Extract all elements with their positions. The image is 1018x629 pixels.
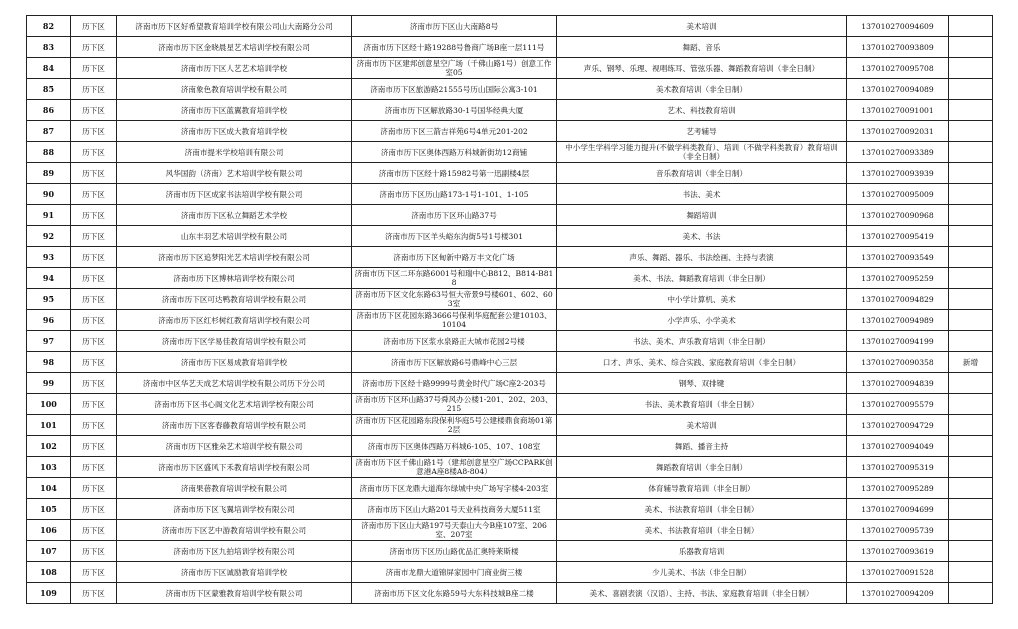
row-number: 87 [27, 121, 71, 142]
license-code-cell: 137010270095009 [847, 184, 949, 205]
registry-table-sheet [26, 15, 992, 604]
school-name-cell: 济南象色教育培训学校有限公司 [117, 79, 352, 100]
table-row [27, 499, 993, 520]
district-cell: 历下区 [71, 79, 117, 100]
license-code-cell: 137010270093619 [847, 541, 949, 562]
training-scope-cell: 音乐教育培训（非全日制） [557, 163, 847, 184]
row-number: 89 [27, 163, 71, 184]
table-row [27, 121, 993, 142]
training-scope-cell: 中小学生学科学习能力提升(不做学科类教育）、培训（不做学科类教育）教育培训（非全日制） [557, 142, 847, 163]
note-cell [949, 436, 993, 457]
table-row [27, 541, 993, 562]
license-code-cell: 137010270094729 [847, 415, 949, 436]
school-name-cell: 济南市历下区诚励教育培训学校 [117, 562, 352, 583]
address-cell: 济南市历下区山大路201号天业科技商务大厦511室 [352, 499, 557, 520]
note-cell [949, 373, 993, 394]
note-cell [949, 205, 993, 226]
district-cell: 历下区 [71, 58, 117, 79]
row-number: 90 [27, 184, 71, 205]
row-number: 105 [27, 499, 71, 520]
district-cell: 历下区 [71, 541, 117, 562]
training-scope-cell: 美术培训 [557, 415, 847, 436]
note-cell [949, 163, 993, 184]
school-registry-table [26, 15, 993, 604]
row-number: 101 [27, 415, 71, 436]
note-cell [949, 478, 993, 499]
license-code-cell: 137010270090968 [847, 205, 949, 226]
row-number: 109 [27, 583, 71, 604]
note-cell [949, 226, 993, 247]
table-row [27, 16, 993, 37]
school-name-cell: 济南市历下区书心阁文化艺术培训学校有限公司 [117, 394, 352, 415]
license-code-cell: 137010270091528 [847, 562, 949, 583]
table-row [27, 142, 993, 163]
note-cell [949, 562, 993, 583]
school-name-cell: 济南市历下区金晓晨星艺术培训学校有限公司 [117, 37, 352, 58]
address-cell: 济南市历下区环山路37号舜风办公楼1-201、202、203、215 [352, 394, 557, 415]
school-name-cell: 济南市历下区九拍培训学校有限公司 [117, 541, 352, 562]
school-name-cell: 济南市历下区学易佳教育培训学校有限公司 [117, 331, 352, 352]
license-code-cell: 137010270095708 [847, 58, 949, 79]
table-row [27, 352, 993, 373]
table-body [27, 16, 993, 604]
training-scope-cell: 书法、美术、声乐教育培训（非全日制） [557, 331, 847, 352]
note-cell [949, 100, 993, 121]
address-cell: 济南市历下区奥体西路万科城新街坊12商铺 [352, 142, 557, 163]
license-code-cell: 137010270094199 [847, 331, 949, 352]
training-scope-cell: 舞蹈、播音主持 [557, 436, 847, 457]
table-row [27, 100, 993, 121]
district-cell: 历下区 [71, 184, 117, 205]
address-cell: 济南市历下区解放路6号鼎峰中心三层 [352, 352, 557, 373]
district-cell: 历下区 [71, 562, 117, 583]
license-code-cell: 137010270093549 [847, 247, 949, 268]
school-name-cell: 济南市历下区好希望教育培训学校有限公司山大南路分公司 [117, 16, 352, 37]
school-name-cell: 济南市历下区雅朵艺术培训学校有限公司 [117, 436, 352, 457]
table-row [27, 226, 993, 247]
district-cell: 历下区 [71, 415, 117, 436]
table-row [27, 184, 993, 205]
note-cell: 新增 [949, 352, 993, 373]
district-cell: 历下区 [71, 394, 117, 415]
school-name-cell: 济南市历下区蒙雅教育培训学校有限公司 [117, 583, 352, 604]
license-code-cell: 137010270094839 [847, 373, 949, 394]
training-scope-cell: 美术、书法、舞蹈教育培训（非全日制） [557, 268, 847, 289]
training-scope-cell: 美术、书法教育培训（非全日制） [557, 520, 847, 541]
license-code-cell: 137010270095579 [847, 394, 949, 415]
address-cell: 济南市历下区建邦创意星空广场（千佛山路1号）创意工作室05 [352, 58, 557, 79]
school-name-cell: 济南市历下区易成教育培训学校 [117, 352, 352, 373]
address-cell: 济南市历下区经十路15982号第一迅副楼4层 [352, 163, 557, 184]
row-number: 99 [27, 373, 71, 394]
training-scope-cell: 舞蹈、音乐 [557, 37, 847, 58]
row-number: 100 [27, 394, 71, 415]
school-name-cell: 济南市中区华艺天成艺术培训学校有限公司历下分公司 [117, 373, 352, 394]
note-cell [949, 457, 993, 478]
license-code-cell: 137010270091001 [847, 100, 949, 121]
school-name-cell: 济南市历下区成家书法培训学校有限公司 [117, 184, 352, 205]
row-number: 95 [27, 289, 71, 310]
note-cell [949, 499, 993, 520]
school-name-cell: 济南市历下区红杉树红教育培训学校有限公司 [117, 310, 352, 331]
note-cell [949, 310, 993, 331]
table-row [27, 562, 993, 583]
training-scope-cell: 中小学计算机、美术 [557, 289, 847, 310]
table-row [27, 58, 993, 79]
district-cell: 历下区 [71, 121, 117, 142]
training-scope-cell: 美术、书法 [557, 226, 847, 247]
address-cell: 济南市历下区山大路197号天泰山大今B座107室、206室、207室 [352, 520, 557, 541]
table-row [27, 457, 993, 478]
training-scope-cell: 艺术、科技教育培训 [557, 100, 847, 121]
note-cell [949, 16, 993, 37]
training-scope-cell: 钢琴、双排键 [557, 373, 847, 394]
note-cell [949, 184, 993, 205]
district-cell: 历下区 [71, 163, 117, 184]
note-cell [949, 79, 993, 100]
note-cell [949, 58, 993, 79]
note-cell [949, 415, 993, 436]
license-code-cell: 137010270094829 [847, 289, 949, 310]
note-cell [949, 37, 993, 58]
license-code-cell: 137010270093809 [847, 37, 949, 58]
training-scope-cell: 声乐、钢琴、乐理、视唱练耳、管弦乐器、舞蹈教育培训（非全日制） [557, 58, 847, 79]
address-cell: 济南市历下区旅游路21555号历山国际公寓3-101 [352, 79, 557, 100]
license-code-cell: 137010270092031 [847, 121, 949, 142]
row-number: 86 [27, 100, 71, 121]
district-cell: 历下区 [71, 583, 117, 604]
row-number: 96 [27, 310, 71, 331]
address-cell: 济南市历下区二环东路6001号和瑞中心B812、B814-B818 [352, 268, 557, 289]
note-cell [949, 583, 993, 604]
note-cell [949, 142, 993, 163]
training-scope-cell: 书法、美术 [557, 184, 847, 205]
note-cell [949, 121, 993, 142]
training-scope-cell: 艺考辅导 [557, 121, 847, 142]
row-number: 83 [27, 37, 71, 58]
note-cell [949, 247, 993, 268]
note-cell [949, 394, 993, 415]
school-name-cell: 风华国韵（济南）艺术培训学校有限公司 [117, 163, 352, 184]
school-name-cell: 山东丰羽艺术培训学校有限公司 [117, 226, 352, 247]
license-code-cell: 137010270095739 [847, 520, 949, 541]
training-scope-cell: 舞蹈培训 [557, 205, 847, 226]
district-cell: 历下区 [71, 478, 117, 499]
table-row [27, 583, 993, 604]
training-scope-cell: 体育辅导教育培训（非全日制） [557, 478, 847, 499]
training-scope-cell: 美术、书法教育培训（非全日制） [557, 499, 847, 520]
row-number: 91 [27, 205, 71, 226]
table-row [27, 163, 993, 184]
school-name-cell: 济南市历下区博林培训学校有限公司 [117, 268, 352, 289]
address-cell: 济南市历下区三箭吉祥苑6号4单元201-202 [352, 121, 557, 142]
district-cell: 历下区 [71, 268, 117, 289]
address-cell: 济南市历下区奥体西路万科城6-105、107、108室 [352, 436, 557, 457]
table-row [27, 37, 993, 58]
row-number: 98 [27, 352, 71, 373]
table-row [27, 289, 993, 310]
license-code-cell: 137010270093389 [847, 142, 949, 163]
table-row [27, 373, 993, 394]
address-cell: 济南市历下区浆水泉路正大城市花园2号楼 [352, 331, 557, 352]
school-name-cell: 济南市历下区蓝翼教育培训学校 [117, 100, 352, 121]
training-scope-cell: 口才、声乐、美术、综合实践、家庭教育培训（非全日制） [557, 352, 847, 373]
license-code-cell: 137010270094209 [847, 583, 949, 604]
note-cell [949, 520, 993, 541]
address-cell: 济南市历下区文化东路59号大东科技城B座二楼 [352, 583, 557, 604]
note-cell [949, 541, 993, 562]
note-cell [949, 331, 993, 352]
license-code-cell: 137010270095319 [847, 457, 949, 478]
address-cell: 济南市历下区文化东路63号恒大帝景9号楼601、602、603室 [352, 289, 557, 310]
address-cell: 济南市历下区经十路9999号黄金时代广场C座2-203号 [352, 373, 557, 394]
district-cell: 历下区 [71, 331, 117, 352]
table-row [27, 310, 993, 331]
address-cell: 济南市历下区经十路19288号鲁商广场B座一层111号 [352, 37, 557, 58]
table-row [27, 79, 993, 100]
address-cell: 济南市历下区甸新中路万丰文化广场 [352, 247, 557, 268]
training-scope-cell: 小学声乐、小学美术 [557, 310, 847, 331]
address-cell: 济南市龙鼎大道锦屏家园中门商业街三楼 [352, 562, 557, 583]
school-name-cell: 济南市历下区盛风下禾教育培训学校有限公司 [117, 457, 352, 478]
address-cell: 济南市历下区历山路173-1号1-101、1-105 [352, 184, 557, 205]
training-scope-cell: 美术教育培训（非全日制） [557, 79, 847, 100]
district-cell: 历下区 [71, 142, 117, 163]
license-code-cell: 137010270095289 [847, 478, 949, 499]
table-row [27, 478, 993, 499]
note-cell [949, 289, 993, 310]
district-cell: 历下区 [71, 247, 117, 268]
address-cell: 济南市历下区山大南路8号 [352, 16, 557, 37]
district-cell: 历下区 [71, 37, 117, 58]
district-cell: 历下区 [71, 310, 117, 331]
license-code-cell: 137010270095419 [847, 226, 949, 247]
address-cell: 济南市历下区花园东路3666号保利华庭配套公建10103、10104 [352, 310, 557, 331]
row-number: 106 [27, 520, 71, 541]
school-name-cell: 济南市历下区客春藤教育培训学校有限公司 [117, 415, 352, 436]
license-code-cell: 137010270094699 [847, 499, 949, 520]
table-row [27, 436, 993, 457]
district-cell: 历下区 [71, 373, 117, 394]
row-number: 94 [27, 268, 71, 289]
address-cell: 济南市历下区花园路东段保利华庭5号公建楼鼎食商场01第2层 [352, 415, 557, 436]
row-number: 82 [27, 16, 71, 37]
training-scope-cell: 少儿美术、书法（非全日制） [557, 562, 847, 583]
table-row [27, 394, 993, 415]
training-scope-cell: 舞蹈教育培训（非全日制） [557, 457, 847, 478]
training-scope-cell: 声乐、舞蹈、器乐、书法绘画、主持与表演 [557, 247, 847, 268]
school-name-cell: 济南果蓓教育培训学校有限公司 [117, 478, 352, 499]
row-number: 97 [27, 331, 71, 352]
district-cell: 历下区 [71, 16, 117, 37]
row-number: 104 [27, 478, 71, 499]
license-code-cell: 137010270095259 [847, 268, 949, 289]
row-number: 84 [27, 58, 71, 79]
school-name-cell: 济南市提米学校培训有限公司 [117, 142, 352, 163]
district-cell: 历下区 [71, 436, 117, 457]
address-cell: 济南市历下区千佛山路1号（建邦创意星空广场CCPARK创意港A座8楼A8-804） [352, 457, 557, 478]
district-cell: 历下区 [71, 520, 117, 541]
district-cell: 历下区 [71, 352, 117, 373]
school-name-cell: 济南市历下区飞翼培训学校有限公司 [117, 499, 352, 520]
school-name-cell: 济南市历下区艺中游教育培训学校有限公司 [117, 520, 352, 541]
row-number: 92 [27, 226, 71, 247]
training-scope-cell: 乐器教育培训 [557, 541, 847, 562]
district-cell: 历下区 [71, 457, 117, 478]
district-cell: 历下区 [71, 100, 117, 121]
school-name-cell: 济南市历下区追梦阳光艺术培训学校有限公司 [117, 247, 352, 268]
table-row [27, 268, 993, 289]
table-row [27, 205, 993, 226]
district-cell: 历下区 [71, 226, 117, 247]
address-cell: 济南市历下区羊头峪东沟街5号1号楼301 [352, 226, 557, 247]
table-row [27, 520, 993, 541]
row-number: 85 [27, 79, 71, 100]
district-cell: 历下区 [71, 499, 117, 520]
district-cell: 历下区 [71, 289, 117, 310]
school-name-cell: 济南市历下区私立舞蹈艺术学校 [117, 205, 352, 226]
row-number: 88 [27, 142, 71, 163]
row-number: 107 [27, 541, 71, 562]
row-number: 108 [27, 562, 71, 583]
training-scope-cell: 美术培训 [557, 16, 847, 37]
note-cell [949, 268, 993, 289]
license-code-cell: 137010270093939 [847, 163, 949, 184]
table-row [27, 247, 993, 268]
address-cell: 济南市历下区环山路37号 [352, 205, 557, 226]
license-code-cell: 137010270094989 [847, 310, 949, 331]
school-name-cell: 济南市历下区可达鸭教育培训学校有限公司 [117, 289, 352, 310]
license-code-cell: 137010270094089 [847, 79, 949, 100]
row-number: 93 [27, 247, 71, 268]
address-cell: 济南市历下区解放路30-1号国华经典大厦 [352, 100, 557, 121]
training-scope-cell: 书法、美术教育培训（非全日制） [557, 394, 847, 415]
row-number: 103 [27, 457, 71, 478]
license-code-cell: 137010270094609 [847, 16, 949, 37]
row-number: 102 [27, 436, 71, 457]
license-code-cell: 137010270094049 [847, 436, 949, 457]
training-scope-cell: 美术、喜剧表演（汉语）、主持、书法、家庭教育培训（非全日制） [557, 583, 847, 604]
table-row [27, 331, 993, 352]
table-row [27, 415, 993, 436]
school-name-cell: 济南市历下区成大教育培训学校 [117, 121, 352, 142]
school-name-cell: 济南市历下区人艺艺术培训学校 [117, 58, 352, 79]
address-cell: 济南市历下区历山路优品汇奥特莱斯楼 [352, 541, 557, 562]
address-cell: 济南市历下区龙鼎大道海尔绿城中央广场写字楼4-203室 [352, 478, 557, 499]
district-cell: 历下区 [71, 205, 117, 226]
license-code-cell: 137010270090358 [847, 352, 949, 373]
